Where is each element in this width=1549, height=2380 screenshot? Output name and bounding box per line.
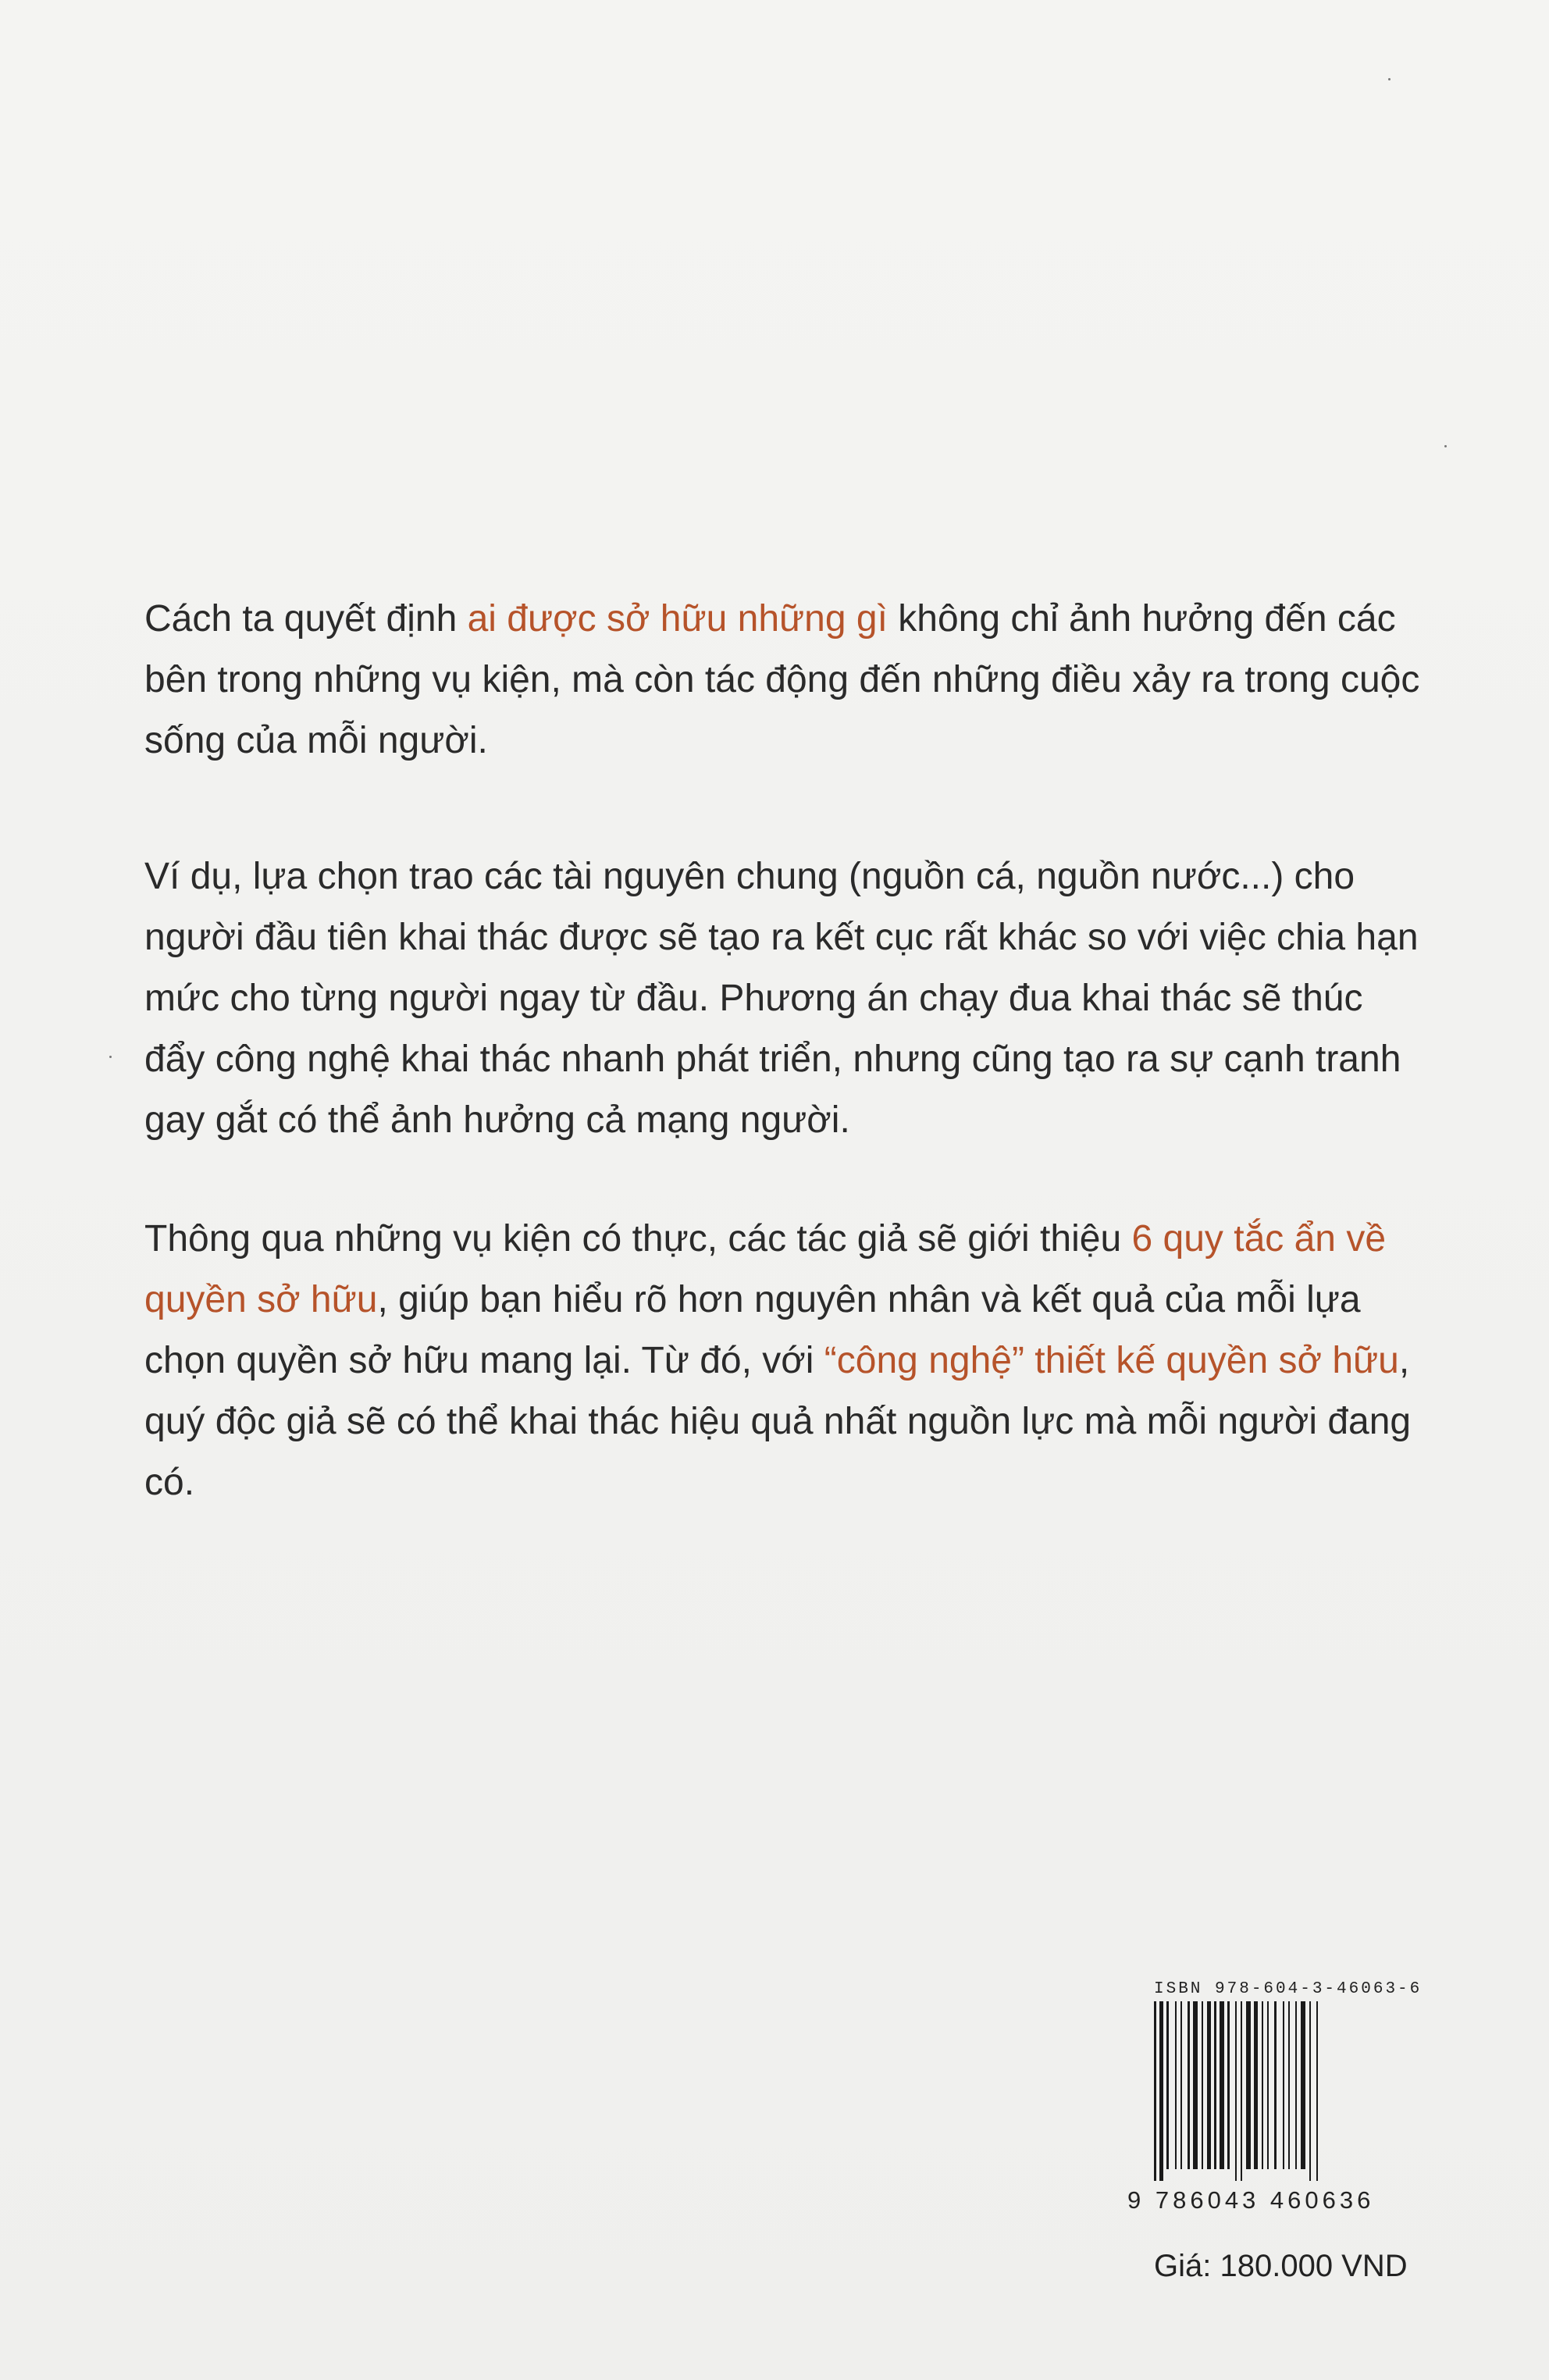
barcode-bar <box>1274 2001 1277 2169</box>
barcode-bar <box>1214 2001 1216 2169</box>
barcode-bar <box>1241 2001 1242 2181</box>
barcode-bar <box>1220 2001 1224 2169</box>
barcode-bar <box>1166 2001 1169 2169</box>
dust-speck <box>1444 445 1447 447</box>
summary-paragraph <box>144 1209 1425 1513</box>
barcode-bar <box>1288 2001 1290 2169</box>
barcode-bar <box>1316 2001 1318 2181</box>
intro-paragraph <box>144 589 1425 771</box>
barcode-bar <box>1202 2001 1203 2169</box>
intro-text-start: Cách ta quyết định <box>144 598 468 640</box>
barcode-bar <box>1295 2001 1297 2169</box>
barcode-bar <box>1193 2001 1198 2169</box>
barcode <box>1152 2001 1402 2181</box>
barcode-bar <box>1180 2001 1182 2169</box>
barcode-bar <box>1175 2001 1177 2169</box>
barcode-bar <box>1188 2001 1190 2169</box>
barcode-bar <box>1235 2001 1237 2181</box>
barcode-bar <box>1227 2001 1230 2169</box>
intro-highlight: ai được sở hữu những gì <box>467 598 888 640</box>
example-paragraph <box>144 846 1425 1151</box>
summary-highlight-technology: “công nghệ” thiết kế quyền sở hữu <box>824 1340 1399 1381</box>
isbn-label: ISBN 978-604-3-46063-6 <box>1154 1980 1423 1998</box>
summary-highlight-rules: 6 quy tắc ẩn về quyền sở hữu <box>144 1218 1387 1320</box>
dust-speck <box>1388 78 1391 80</box>
barcode-bar <box>1159 2001 1163 2181</box>
barcode-bar <box>1207 2001 1211 2169</box>
example-text: Ví dụ, lựa chọn trao các tài nguyên chung (nguồn cá, nguồn nước...) cho người đầu tiên khai thác được sẽ tạo ra kết cục rất khác so với việc chia hạn mức cho từng người ngay từ đầu. Phương án chạy đua khai thác sẽ thúc đẩy công nghệ khai thác nhanh phát triển, nhưng cũng tạo ra sự cạnh tranh gay gắt có thể ảnh hưởng cả mạng người. <box>144 856 1419 1141</box>
intro-text-end: không chỉ ảnh hưởng đến các bên trong những vụ kiện, mà còn tác động đến những điều xảy ra trong cuộc sống của mỗi người. <box>144 598 1420 761</box>
barcode-digits: 9 786043 460636 <box>1127 2186 1375 2214</box>
dust-speck <box>109 1056 112 1058</box>
barcode-bar <box>1262 2001 1263 2169</box>
summary-text-3: , quý độc giả sẽ có thể khai thác hiệu quả nhất nguồn lực mà mỗi người đang có. <box>144 1340 1412 1503</box>
barcode-bars <box>1152 2001 1402 2181</box>
barcode-bar <box>1154 2001 1156 2181</box>
barcode-bar <box>1246 2001 1251 2169</box>
summary-text-2: , giúp bạn hiểu rõ hơn nguyên nhân và kết quả của mỗi lựa chọn quyền sở hữu mang lại. Từ đó, với <box>144 1279 1361 1381</box>
summary-text-1: Thông qua những vụ kiện có thực, các tác giả sẽ giới thiệu <box>144 1218 1132 1259</box>
price-label: Giá: 180.000 VND <box>1154 2249 1408 2283</box>
barcode-bar <box>1283 2001 1284 2169</box>
barcode-bar <box>1309 2001 1311 2181</box>
barcode-bar <box>1301 2001 1305 2169</box>
barcode-bar <box>1267 2001 1269 2169</box>
barcode-bar <box>1254 2001 1258 2169</box>
